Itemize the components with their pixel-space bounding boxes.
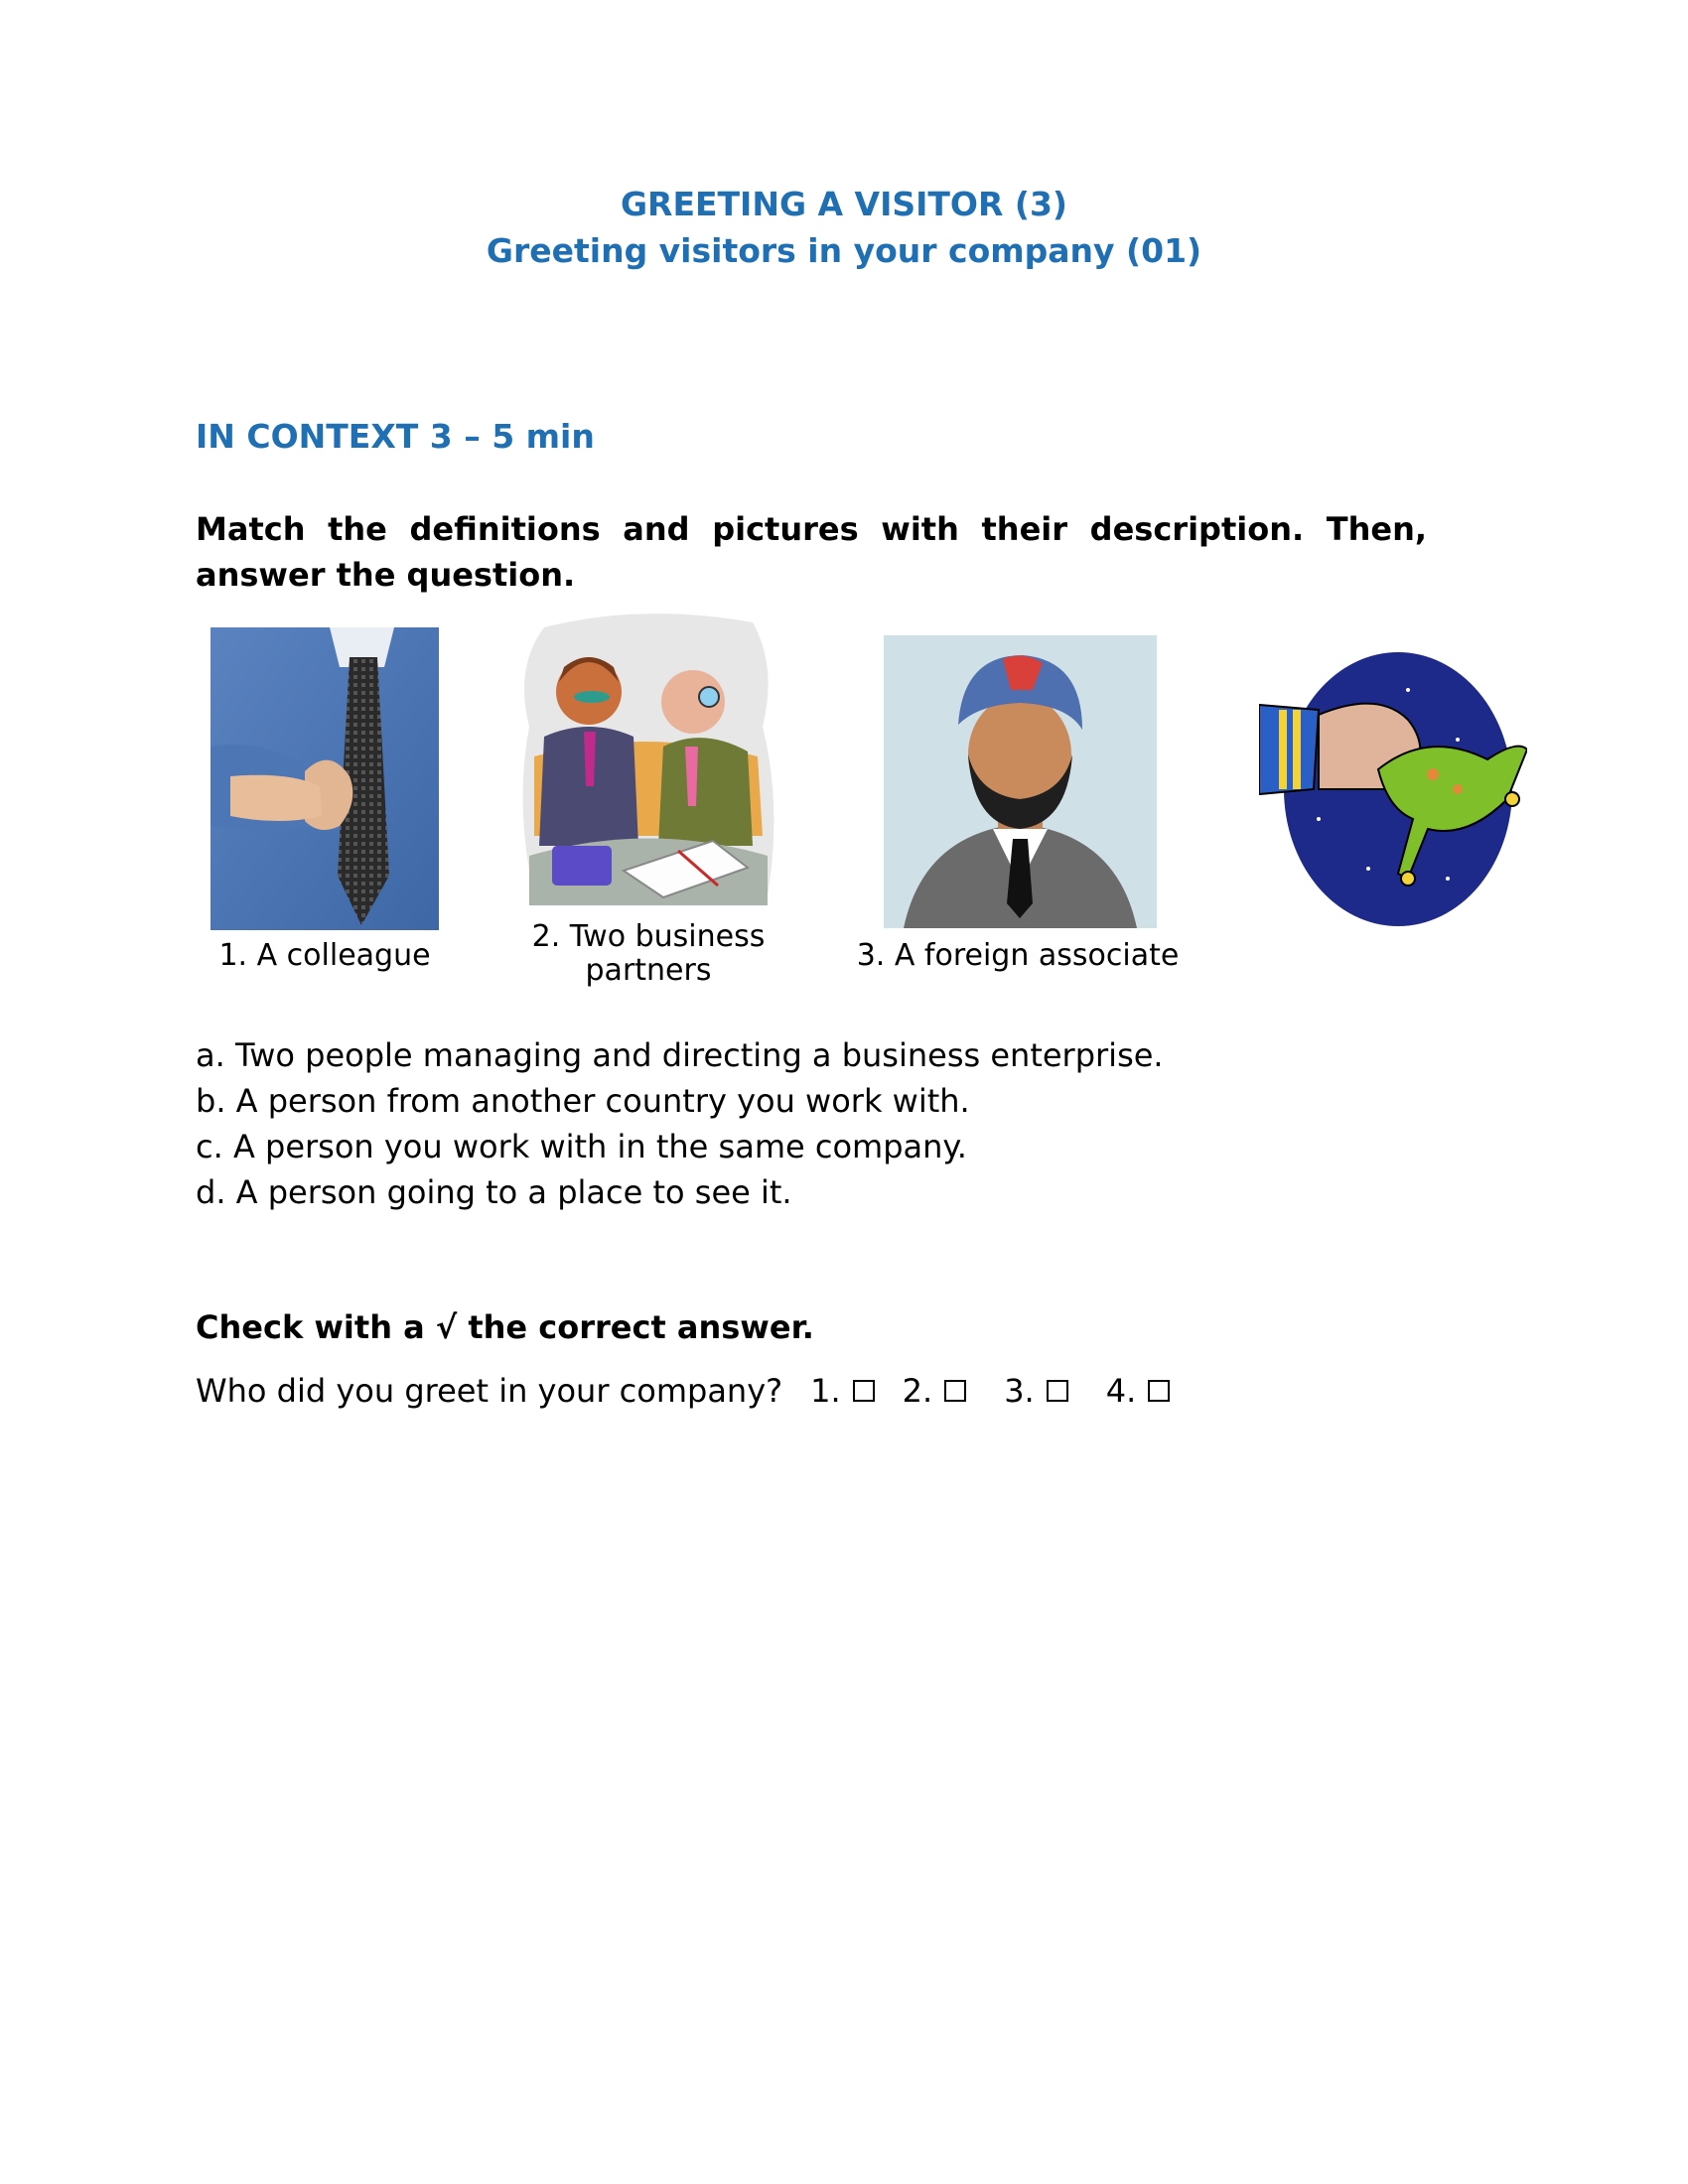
section-heading: IN CONTEXT 3 – 5 min — [196, 417, 595, 456]
caption-2-line-2: partners — [585, 953, 712, 988]
option-1[interactable] — [810, 1372, 875, 1410]
option-4-label: 4. — [1105, 1372, 1137, 1410]
option-2[interactable] — [903, 1372, 967, 1410]
match-instruction: Match the definitions and pictures with their description. Then, answer the question. — [196, 510, 1427, 594]
picture-2-partners — [514, 608, 782, 915]
picture-3-foreign-associate — [884, 635, 1157, 928]
picture-4-visitor — [1259, 650, 1527, 928]
option-2-checkbox[interactable] — [944, 1380, 966, 1402]
option-3-checkbox[interactable] — [1047, 1380, 1068, 1402]
business-partners-icon — [514, 608, 782, 915]
page-title: GREETING A VISITOR (3) — [620, 185, 1068, 223]
definition-a: a. Two people managing and directing a business enterprise. — [196, 1036, 1164, 1074]
definitions-list — [196, 1032, 1164, 1215]
handshake-offer-icon — [211, 627, 439, 930]
caption-3: 3. A foreign associate — [856, 938, 1180, 973]
option-3[interactable] — [1004, 1372, 1068, 1410]
option-3-label: 3. — [1004, 1372, 1035, 1410]
option-2-label: 2. — [902, 1372, 933, 1410]
question-text: Who did you greet in your company? — [196, 1372, 783, 1410]
alien-handshake-icon — [1259, 650, 1527, 928]
foreign-associate-icon — [884, 635, 1157, 928]
definition-c: c. A person you work with in the same company. — [196, 1128, 967, 1165]
option-1-checkbox[interactable] — [853, 1380, 875, 1402]
definition-d: d. A person going to a place to see it. — [196, 1173, 792, 1211]
question-row — [196, 1372, 1170, 1410]
option-4[interactable] — [1106, 1372, 1171, 1410]
page-subtitle: Greeting visitors in your company (01) — [486, 231, 1202, 270]
option-1-label: 1. — [810, 1372, 841, 1410]
definition-b: b. A person from another country you work with. — [196, 1082, 970, 1120]
caption-2-line-1: 2. Two business — [531, 919, 766, 954]
check-instruction: Check with a √ the correct answer. — [196, 1308, 814, 1346]
picture-1-colleague — [211, 627, 439, 930]
caption-1: 1. A colleague — [218, 938, 431, 973]
option-4-checkbox[interactable] — [1148, 1380, 1170, 1402]
caption-2 — [504, 920, 792, 988]
